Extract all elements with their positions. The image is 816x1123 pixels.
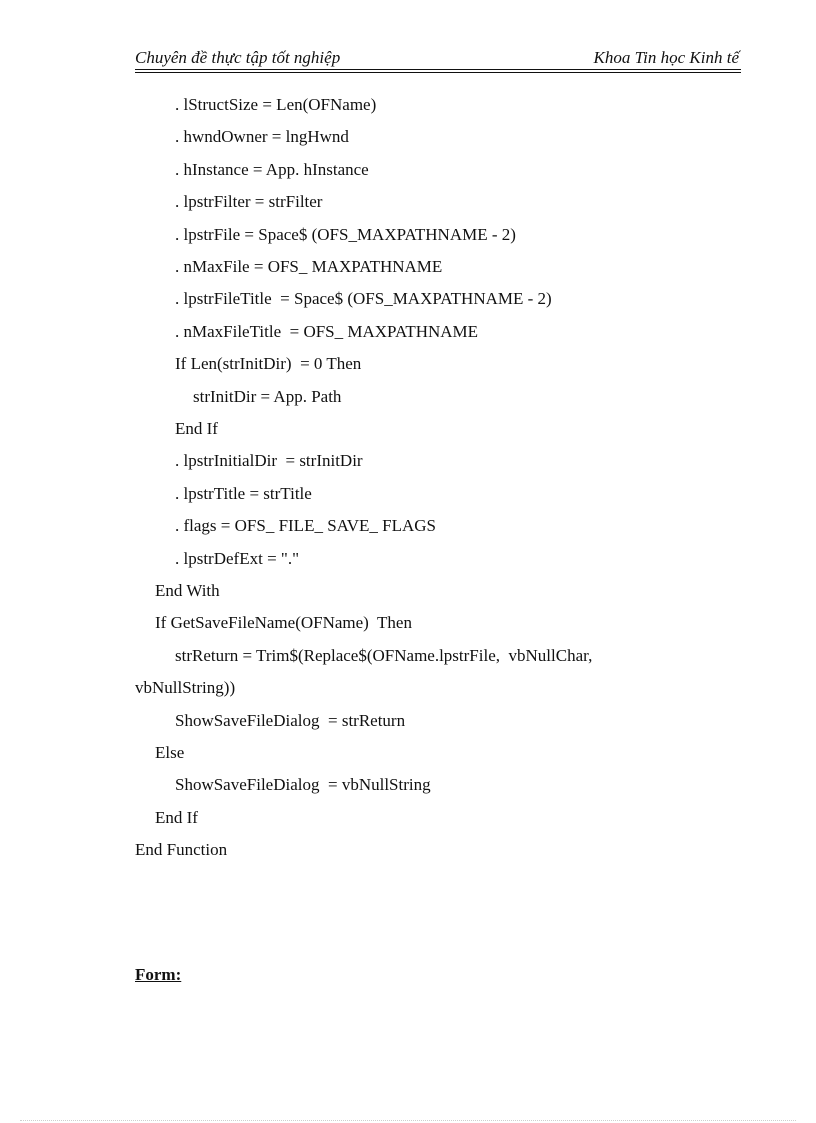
code-line: . lStructSize = Len(OFName) bbox=[175, 95, 377, 114]
code-line: vbNullString)) bbox=[135, 678, 236, 698]
header-right-title: Khoa Tin học Kinh tế bbox=[593, 48, 739, 67]
code-line: . lpstrInitialDir = strInitDir bbox=[175, 451, 363, 471]
code-line: ShowSaveFileDialog = vbNullString bbox=[175, 775, 431, 795]
code-line: Else bbox=[155, 743, 185, 762]
header-rule bbox=[135, 69, 741, 70]
code-line: End With bbox=[155, 581, 220, 600]
page-bottom-divider bbox=[20, 1120, 796, 1121]
code-line: End Function bbox=[135, 840, 228, 860]
code-line: End If bbox=[175, 419, 218, 438]
code-line: If Len(strInitDir) = 0 Then bbox=[175, 354, 362, 374]
header-rule-double bbox=[135, 72, 741, 73]
code-line: . lpstrFileTitle = Space$ (OFS_MAXPATHNAME - 2) bbox=[175, 289, 552, 309]
code-line: If GetSaveFileName(OFName) Then bbox=[155, 613, 412, 633]
code-line: End If bbox=[155, 807, 198, 827]
code-line: . flags = OFS_ FILE_ SAVE_ FLAGS bbox=[175, 516, 437, 536]
code-line: . lpstrFilter = strFilter bbox=[175, 192, 323, 212]
code-line: . lpstrDefExt = "." bbox=[175, 548, 300, 568]
code-line: . hwndOwner = lngHwnd bbox=[175, 127, 349, 147]
section-title: Form: bbox=[135, 965, 182, 984]
code-line: ShowSaveFileDialog = strReturn bbox=[175, 710, 406, 730]
code-line: . lpstrFile = Space$ (OFS_MAXPATHNAME - 2) bbox=[175, 224, 516, 244]
page-header bbox=[135, 48, 741, 72]
code-line: . nMaxFileTitle = OFS_ MAXPATHNAME bbox=[175, 321, 479, 341]
code-line: . nMaxFile = OFS_ MAXPATHNAME bbox=[175, 257, 443, 276]
header-left-title: Chuyên đề thực tập tốt nghiệp bbox=[135, 48, 341, 67]
code-line: . hInstance = App. hInstance bbox=[175, 159, 369, 179]
code-line: strInitDir = App. Path bbox=[193, 386, 342, 406]
code-line: . lpstrTitle = strTitle bbox=[175, 483, 312, 503]
code-line: strReturn = Trim$(Replace$(OFName.lpstrFile, vbNullChar, bbox=[175, 645, 593, 665]
